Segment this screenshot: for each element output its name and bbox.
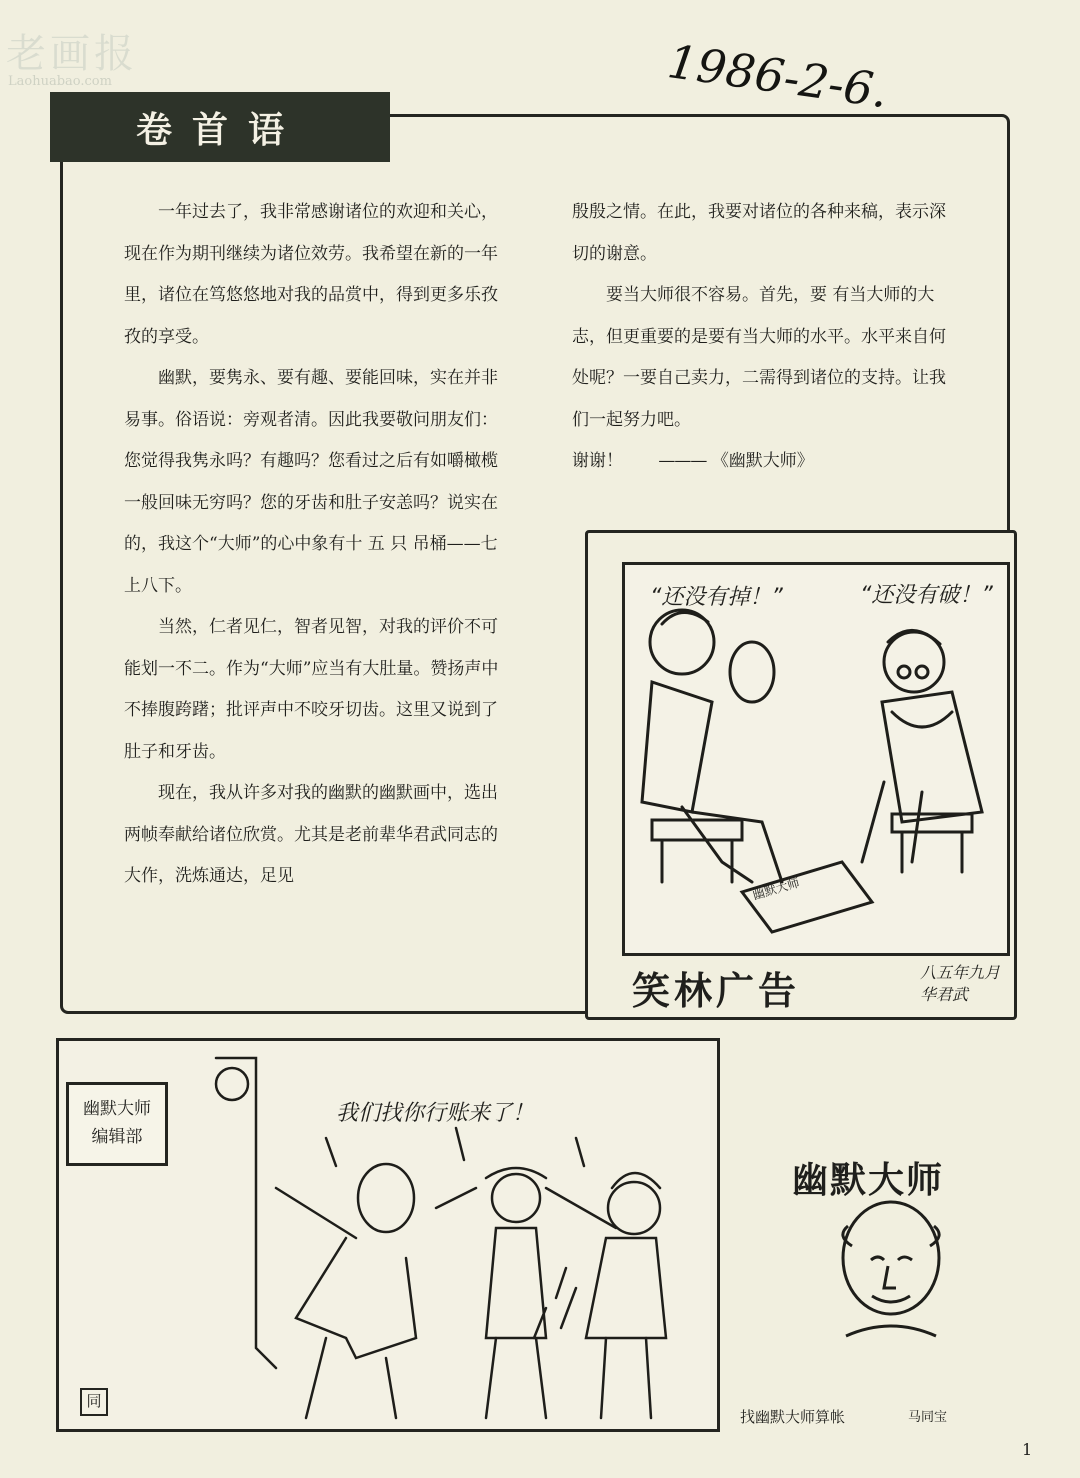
watermark: 老画报 <box>6 31 138 77</box>
cartoon-illustration <box>622 562 1010 956</box>
paragraph: 要当大师很不容易。首先，要 有当大师的大志，但更重要的是要有当大师的水平。水平来自何处呢？一要自己卖力，二需得到诸位的支持。让我们一起努力吧。 <box>572 285 946 430</box>
signoff-dash: ——— <box>658 451 707 471</box>
master-portrait <box>826 1196 956 1346</box>
cartoon-title: 笑林广告 <box>632 969 801 1013</box>
paragraph: 现在，我从许多对我的幽默的幽默画中，选出两帧奉献给诸位欣赏。尤其是老前辈华君武同志的大作，洗炼通达，足见 <box>124 783 498 886</box>
signoff-source: 《幽默大师》 <box>711 451 814 471</box>
paragraph: 幽默，要隽永、要有趣、要能回味，实在并非易事。俗语说：旁观者清。因此我要敬问朋友们：您觉得我隽永吗？有趣吗？您看过之后有如嚼橄榄一般回味无穷吗？您的牙齿和肚子安恙吗？说实在的，我这个“大师”的心中象有十 五 只 吊桶——七上八下。 <box>124 368 498 596</box>
sign-line-2: 编辑部 <box>91 1127 143 1147</box>
handwritten-date: 1986-2-6. <box>664 34 892 119</box>
editorial-right-column <box>572 192 962 483</box>
cartoon-artist <box>920 962 1000 1006</box>
speech-bubble: 我们找你行账来了！ <box>336 1101 535 1126</box>
cartoon-date: 八五年九月 <box>920 963 1001 982</box>
signoff <box>572 441 962 483</box>
paragraph: 当然，仁者见仁，智者见智，对我的评价不可能划一不二。作为“大师”应当有大肚量。赞扬声中不捧腹跨躇；批评声中不咬牙切齿。这里又说到了肚子和牙齿。 <box>124 617 499 762</box>
bottom-cartoon-caption: 找幽默大师算帐 <box>740 1408 846 1426</box>
artist-seal: 同 <box>80 1388 108 1416</box>
magazine-label: 幽默大师 <box>751 875 802 903</box>
signoff-thanks: 谢谢！ <box>572 451 623 471</box>
speech-bubble-right: “还没有破！” <box>860 583 993 608</box>
sign-line-1: 幽默大师 <box>83 1099 151 1119</box>
paragraph: 殷殷之情。在此，我要对诸位的各种来稿，表示深切的谢意。 <box>572 202 946 264</box>
page-number: 1 <box>1022 1440 1033 1459</box>
watermark-url: Laohuabao.com <box>8 74 112 89</box>
page-title: 卷首语 <box>50 92 390 162</box>
bottom-cartoon-artist: 马同宝 <box>908 1410 948 1425</box>
magazine-logo: 幽默大师 <box>792 1160 945 1201</box>
cartoon-artist-name: 华君武 <box>920 985 969 1004</box>
speech-bubble-left: “还没有掉！” <box>650 585 783 610</box>
bottom-cartoon-illustration <box>56 1038 720 1432</box>
paragraph: 一年过去了，我非常感谢诸位的欢迎和关心，现在作为期刊继续为诸位效劳。我希望在新的一年里，诸位在笃悠悠地对我的品赏中，得到更多乐孜孜的享受。 <box>124 202 498 347</box>
editorial-left-column <box>124 192 500 898</box>
